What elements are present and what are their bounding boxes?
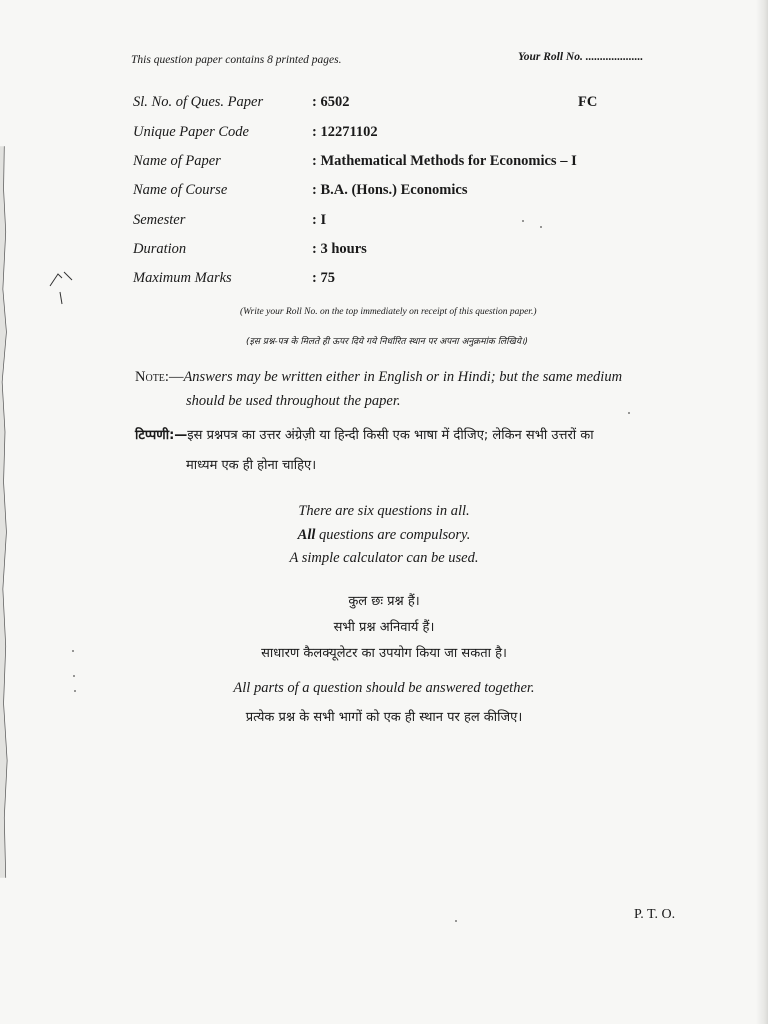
instruction-calculator: A simple calculator can be used. — [289, 550, 479, 566]
info-label: Name of Course — [133, 182, 228, 198]
note-line-2: should be used throughout the paper. — [186, 393, 401, 409]
info-label: Duration — [133, 241, 187, 257]
info-row-paper-code — [133, 124, 613, 148]
parts-note-english: All parts of a question should be answered together. — [233, 680, 535, 696]
hindi-instruction-compulsory: सभी प्रश्न अनिवार्य हैं। — [333, 620, 435, 635]
scan-speck — [522, 220, 524, 222]
instruction-six-questions: There are six questions in all. — [298, 503, 470, 519]
scan-mark — [48, 268, 74, 308]
info-value: : Mathematical Methods for Economics – I — [312, 153, 577, 169]
info-value: : 6502 — [312, 94, 350, 110]
instruction-compulsory-rest: questions are compulsory. — [315, 527, 471, 543]
hindi-note-line-2: माध्यम एक ही होना चाहिए। — [186, 458, 317, 473]
scan-speck — [540, 226, 542, 228]
info-row-duration — [133, 241, 613, 265]
scan-speck — [628, 412, 630, 414]
info-value: : 3 hours — [312, 241, 367, 257]
info-label: Name of Paper — [133, 153, 221, 169]
hindi-instruction-six-questions: कुल छः प्रश्न हैं। — [348, 594, 420, 609]
parts-note-hindi: प्रत्येक प्रश्न के सभी भागों को एक ही स्थान पर हल कीजिए। — [245, 710, 523, 725]
info-value: : 12271102 — [312, 124, 378, 140]
roll-instruction-english: (Write your Roll No. on the top immediately on receipt of this question paper.) — [240, 307, 537, 317]
hindi-instruction-calculator: साधारण कैलक्यूलेटर का उपयोग किया जा सकता है। — [261, 646, 507, 661]
note-line-1: Answers may be written either in English or in Hindi; but the same medium — [183, 369, 623, 385]
info-label: Maximum Marks — [133, 270, 232, 286]
note-label: Note:— — [135, 369, 184, 385]
scan-speck — [72, 650, 74, 652]
info-row-serial — [133, 94, 613, 118]
hindi-note-line-1: इस प्रश्नपत्र का उत्तर अंग्रेज़ी या हिन्दी किसी एक भाषा में दीजिए; लेकिन सभी उत्तरों का — [187, 428, 594, 443]
paper-code-fc: FC — [578, 94, 598, 110]
scan-speck — [74, 690, 76, 692]
info-value: : I — [312, 212, 327, 228]
info-label: Sl. No. of Ques. Paper — [133, 94, 264, 110]
instruction-all-word: All — [297, 527, 316, 543]
info-label: Unique Paper Code — [133, 124, 249, 140]
info-row-max-marks — [133, 270, 613, 294]
info-label: Semester — [133, 212, 186, 228]
info-value: : 75 — [312, 270, 335, 286]
scan-speck — [73, 675, 75, 677]
note-english — [135, 369, 695, 409]
info-row-course — [133, 182, 613, 206]
instruction-compulsory — [0, 527, 768, 544]
info-row-paper-name — [133, 153, 613, 177]
roll-instruction-hindi: (इस प्रश्न-पत्र के मिलते ही ऊपर दिये गये निर्धारित स्थान पर अपना अनुक्रमांक लिखिये।) — [246, 337, 528, 347]
note-hindi — [135, 425, 695, 473]
info-row-semester — [133, 212, 613, 236]
roll-number-label: Your Roll No. .................... — [518, 51, 644, 63]
pages-note: This question paper contains 8 printed pages. — [131, 54, 342, 66]
info-value: : B.A. (Hons.) Economics — [312, 182, 468, 198]
hindi-note-label: टिप्पणी:— — [135, 428, 188, 443]
please-turn-over: P. T. O. — [634, 907, 676, 922]
scan-speck — [455, 920, 457, 922]
